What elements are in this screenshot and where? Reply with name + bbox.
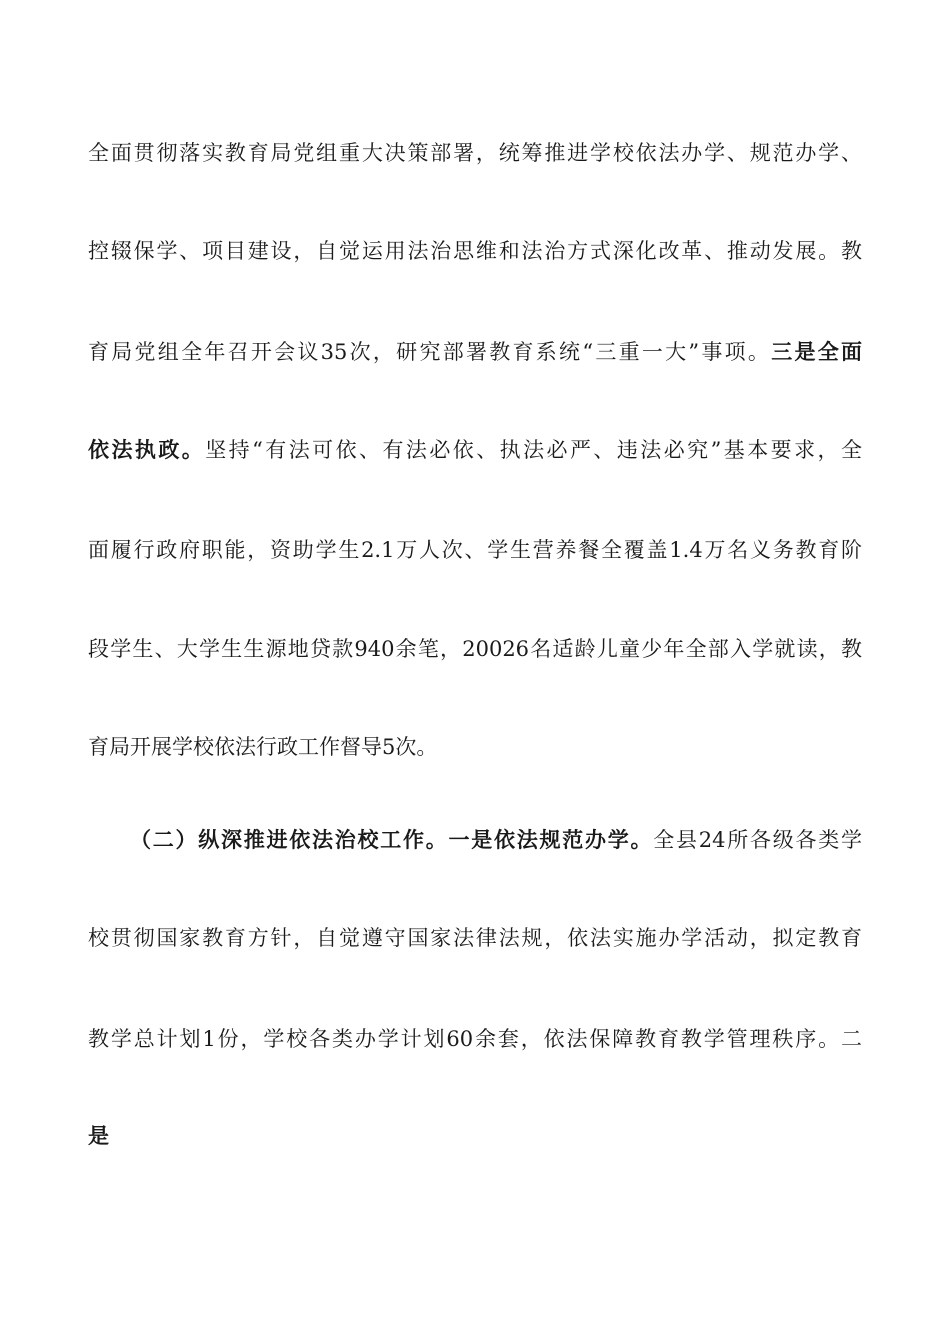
text-run: 校贯彻国家教育方针，自觉遵守国家法律法规，依法实施办学活动，拟定教育 [88, 926, 862, 950]
paragraph-1-line-3 [88, 332, 862, 372]
text-run: 坚持“有法可依、有法必依、执法必严、违法必究”基本要求，全 [205, 438, 862, 462]
bold-heading-run: 是 [88, 1123, 109, 1148]
text-run: 育局党组全年召开会议35次，研究部署教育系统“三重一大”事项。 [88, 340, 772, 364]
paragraph-1-line-6 [88, 629, 862, 669]
paragraph-1-line-7 [88, 727, 862, 767]
text-run: 育局开展学校依法行政工作督导5次。 [88, 735, 438, 759]
paragraph-1-line-5 [88, 530, 862, 570]
text-run: 教学总计划1份，学校各类办学计划60余套，依法保障教育教学管理秩序。二 [88, 1027, 862, 1051]
text-run: 面履行政府职能，资助学生2.1万人次、学生营养餐全覆盖1.4万名义务教育阶 [88, 538, 862, 562]
text-run: 控辍保学、项目建设，自觉运用法治思维和法治方式深化改革、推动发展。教 [88, 239, 862, 263]
paragraph-1-line-4 [88, 430, 862, 470]
paragraph-2-line-4 [88, 1116, 862, 1156]
bold-heading-run: 三是全面 [771, 339, 863, 364]
paragraph-2-line-3 [88, 1019, 862, 1059]
bold-heading-run: （二）纵深推进依法治校工作。一是依法规范办学。 [130, 827, 654, 852]
text-run: 段学生、大学生生源地贷款940余笔，20026名适龄儿童少年全部入学就读，教 [88, 637, 862, 661]
paragraph-2-line-2 [88, 918, 862, 958]
text-run: 全面贯彻落实教育局党组重大决策部署，统筹推进学校依法办学、规范办学、 [88, 141, 862, 165]
paragraph-1-line-1 [88, 133, 862, 173]
text-run: 全县24所各级各类学 [653, 828, 862, 852]
bold-heading-run: 依法执政。 [88, 437, 206, 462]
paragraph-2-line-1 [130, 820, 862, 860]
paragraph-1-line-2 [88, 231, 862, 271]
